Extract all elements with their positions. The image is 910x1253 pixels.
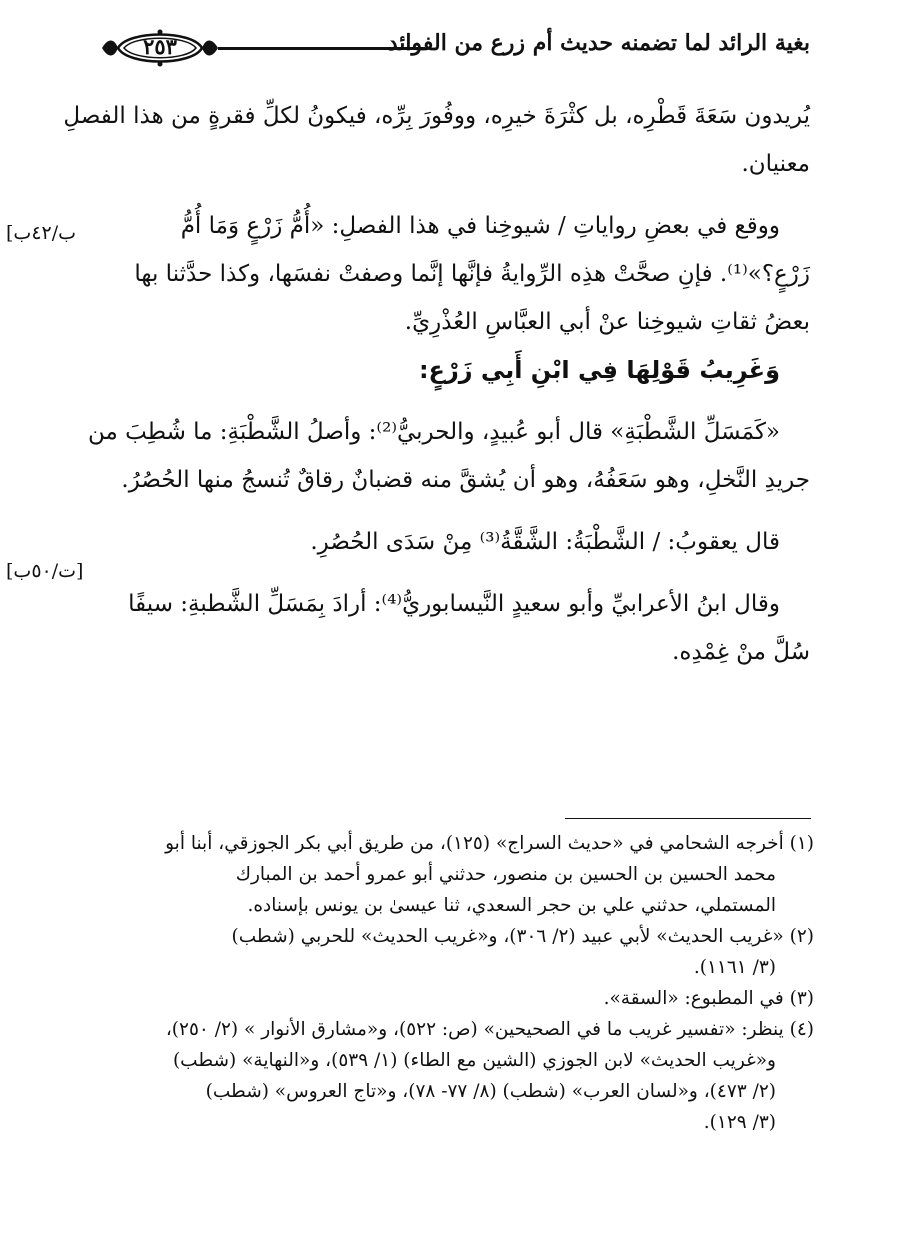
- footnote: [98, 1014, 814, 1138]
- page-number: ٢٥٣: [143, 34, 177, 59]
- paragraph: [98, 580, 810, 676]
- footnote-line: و«غريب الحديث» لابن الجوزي (الشين مع الطاء) (١/ ٥٣٩)، و«النهاية» (شطب): [172, 1050, 776, 1071]
- running-title: بغية الرائد لما تضمنه حديث أم زرع من الفوائد: [387, 30, 810, 56]
- footnote-line: (٣/ ١٢٩).: [703, 1112, 776, 1133]
- text-line: «كَمَسَلِّ الشَّطْبَةِ» قال أبو عُبيدٍ، والحربيُّ⁽²⁾: وأصلُ الشَّطْبَةِ: ما شُطِبَ من: [87, 419, 780, 445]
- footnote: [98, 983, 814, 1014]
- footnote: [98, 828, 814, 921]
- text-line: يُريدون سَعَةَ قَطْرِه، بل كثْرَةَ خيرِه، ووفُورَ بِرِّه، فيكونُ لكلِّ فقرةٍ من هذا الفصلِ: [63, 103, 810, 129]
- footnote-line: (٤) ينظر: «تفسير غريب ما في الصحيحين» (ص: ٥٢٢)، و«مشارق الأنوار » (٢/ ٢٥٠)،: [165, 1019, 814, 1040]
- margin-note: [ب/٤٢ب: [6, 222, 77, 244]
- margin-note: [ت/٥٠ب]: [6, 560, 84, 582]
- body-text: [63, 92, 810, 676]
- footnote-line: (٣/ ١١٦١).: [693, 957, 776, 978]
- text-line: سُلَّ منْ غِمْدِه.: [672, 639, 810, 665]
- text-line: بعضُ ثقاتِ شيوخِنا عنْ أبي العبَّاسِ العُذْرِيِّ.: [404, 309, 810, 335]
- paragraph: [87, 408, 810, 504]
- text-line: قال يعقوبُ: / الشَّطْبَةُ: الشَّقَّةُ⁽³⁾ مِنْ سَدَى الحُصُرِ.: [310, 529, 780, 555]
- footnote-line: (١) أخرجه الشحامي في «حديث السراج» (١٢٥)، من طريق أبي بكر الجوزقي، أبنا أبو: [165, 833, 814, 854]
- section-heading: وَغَرِيبُ قَوْلِهَا فِي ابْنِ أَبِي زَرْعٍ:: [418, 356, 780, 384]
- page-header: [98, 24, 810, 74]
- footnotes: [98, 828, 814, 1138]
- footnote-line: محمد الحسين بن الحسين بن منصور، حدثني أبو عمرو أحمد بن المبارك: [235, 864, 776, 885]
- text-line: معنيان.: [741, 151, 810, 177]
- footnote-line: (٢) «غريب الحديث» لأبي عبيد (٢/ ٣٠٦)، و«غريب الحديث» للحربي (شطب): [231, 926, 814, 947]
- text-line: زَرْعٍ؟»⁽¹⁾. فإنِ صحَّتْ هذِه الرِّوايةُ فإنَّها إنَّما وصفتْ نفسَها، وكذا حدَّثنا بها: [134, 261, 810, 287]
- paragraph: [98, 518, 810, 566]
- page-number-ornament: [98, 24, 222, 72]
- paragraph: [98, 202, 810, 346]
- text-line: جريدِ النَّخلِ، وهو سَعَفُهُ، وهو أن يُشقَّ منه قضبانٌ رقاقٌ تُنسجُ منها الحُصُرُ.: [121, 467, 810, 493]
- footnote-line: (٣) في المطبوع: «السقة».: [603, 988, 814, 1009]
- footnote: [98, 921, 814, 983]
- footnote-line: المستملي، حدثني علي بن حجر السعدي، ثنا عيسىٰ بن يونس بإسناده.: [247, 895, 776, 916]
- text-line: ووقع في بعضِ رواياتِ / شيوخِنا في هذا الفصلِ: «أُمُّ زَرْعٍ وَمَا أُمُّ: [180, 213, 780, 239]
- paragraph: [63, 92, 810, 188]
- footnote-line: (٢/ ٤٧٣)، و«لسان العرب» (شطب) (٨/ ٧٧- ٧٨)، و«تاج العروس» (شطب): [205, 1081, 776, 1102]
- footnote-separator: [565, 818, 811, 819]
- text-line: وقال ابنُ الأعرابيِّ وأبو سعيدٍ النَّيسابوريُّ⁽⁴⁾: أرادَ بِمَسَلِّ الشَّطبةِ: سيفًا: [128, 591, 780, 617]
